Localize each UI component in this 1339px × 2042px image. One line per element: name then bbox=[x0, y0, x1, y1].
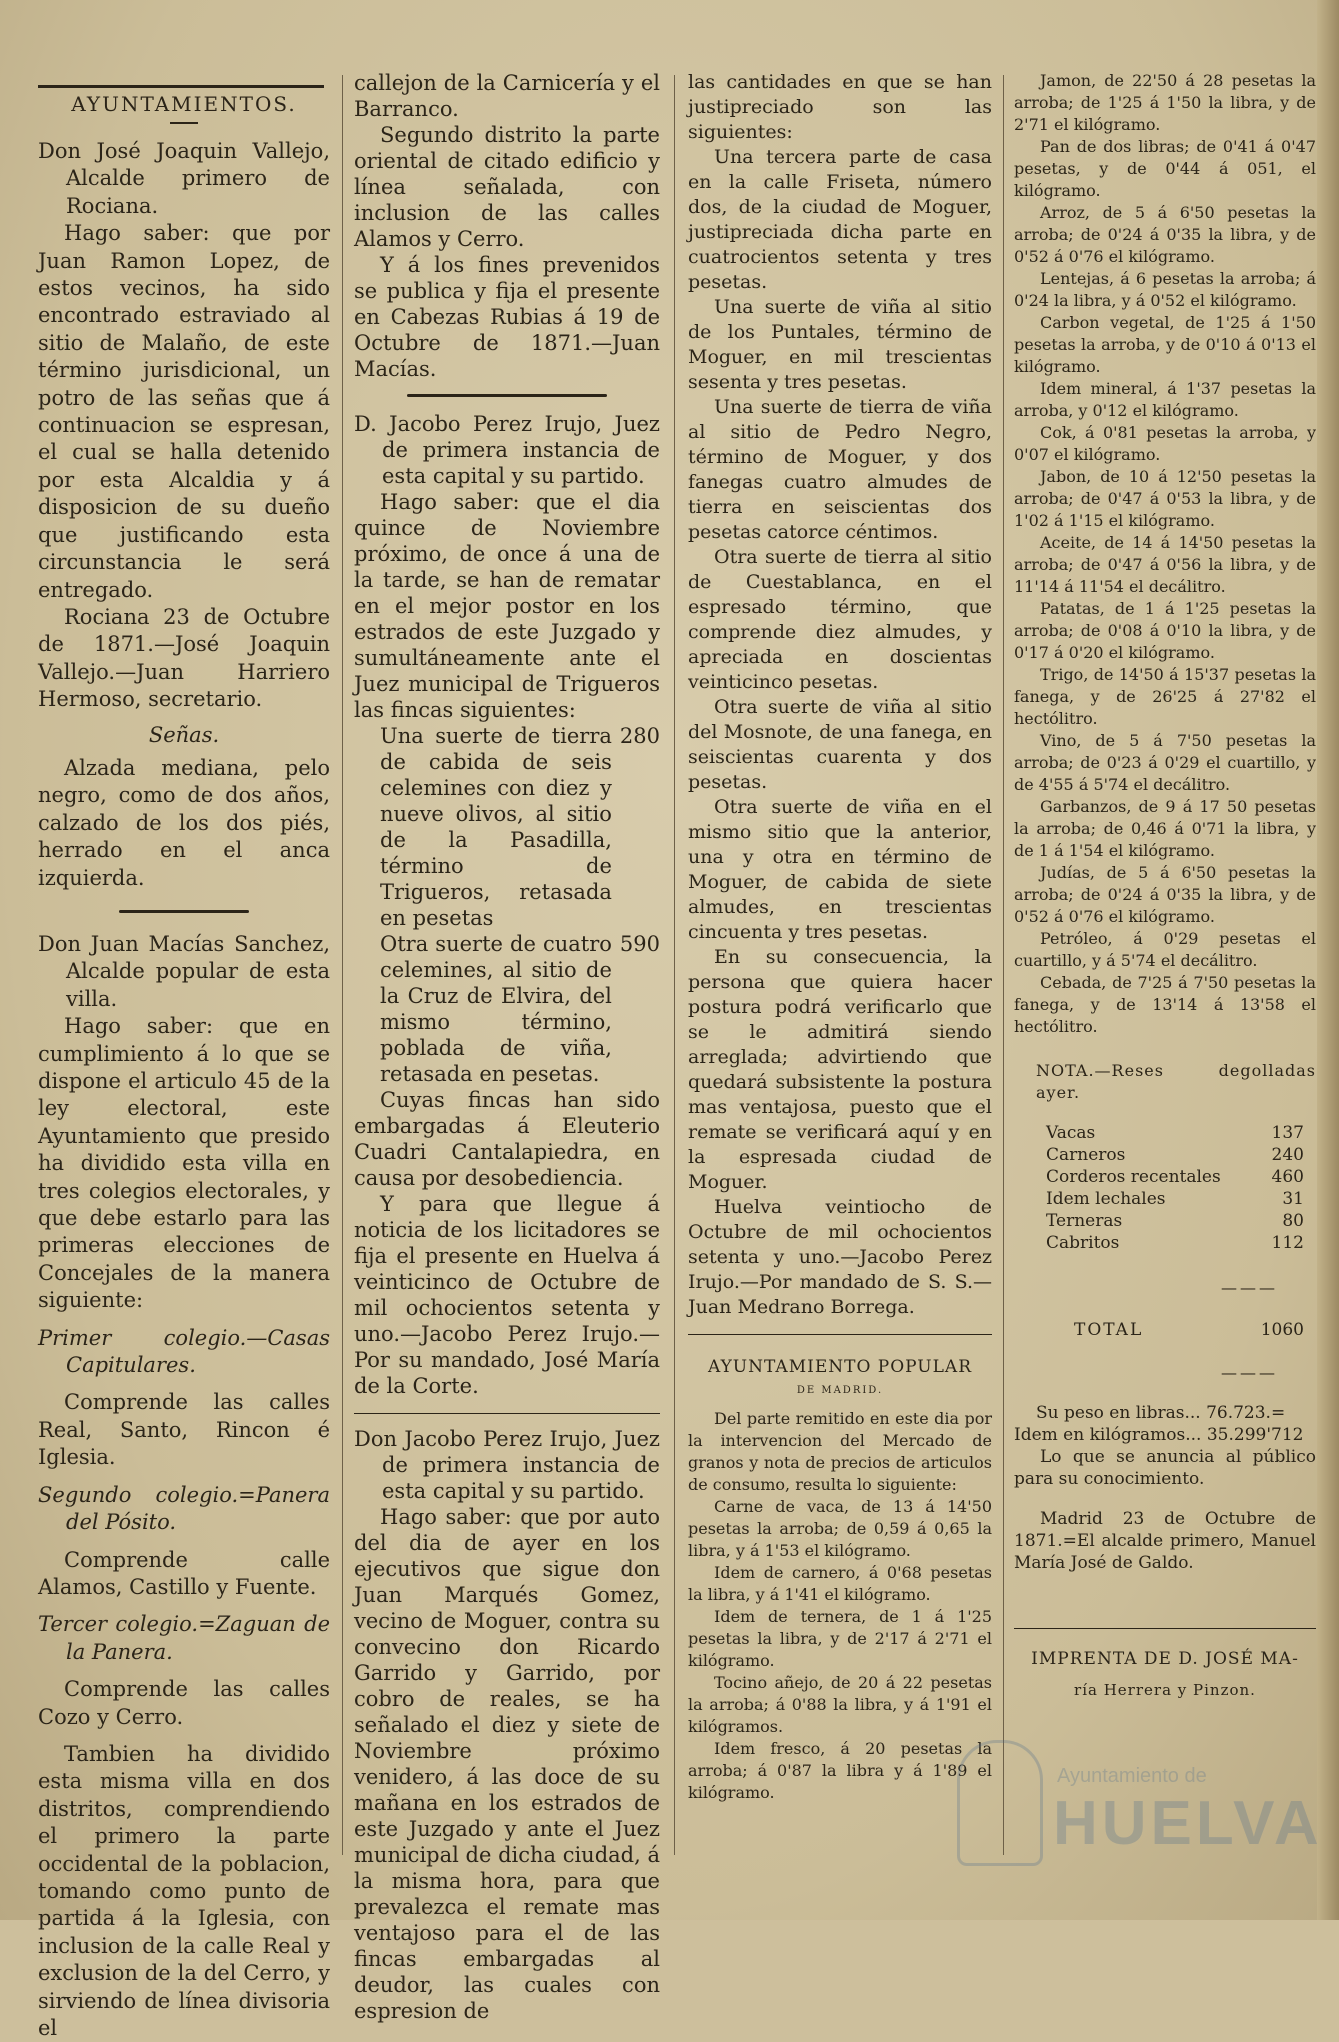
price-item: Carne de vaca, de 13 á 14'50 pesetas la arroba; de 0,59 á 0,65 la libra, y á 1'53 el kilógramo. bbox=[688, 1497, 992, 1560]
price-item: Petróleo, á 0'29 pesetas el cuartillo, y á 5'74 el decálitro. bbox=[1014, 929, 1316, 970]
page-edge-shadow bbox=[1317, 0, 1339, 1920]
dash-separator: ——— bbox=[1221, 1278, 1278, 1297]
judge-notice-closing: Y para que llegue á noticia de los licitadores se fija el presente en Huelva á veinticinco de Octubre de mil ochocientos setenta y uno.—Jacobo Perez Irujo.—Por su mandado, José María de la Corte. bbox=[354, 1192, 660, 1398]
imprenta-line: IMPRENTA DE D. JOSÉ MA- bbox=[1031, 1649, 1299, 1669]
judge-notice-body: Hago saber: que el dia quince de Noviembre próximo, de once á una de la tarde, se han de rematar en el mejor postor en los estrados de este Juzgado y sumultáneamente ante el Juez municipal de Trigueros las fincas siguientes: bbox=[354, 490, 660, 722]
reses-row bbox=[1014, 1188, 1316, 1210]
continuation-text: las cantidades en que se han justipreciado son las siguientes: bbox=[688, 71, 992, 143]
price-item: Carbon vegetal, de 1'25 á 1'50 pesetas la arroba, y de 0'10 á 0'13 el kilógramo. bbox=[1014, 313, 1316, 376]
reses-row bbox=[1014, 1144, 1316, 1166]
consecuencia-text: En su consecuencia, la persona que quiera hacer postura podrá verificarlo que se le admitirá siendo arreglada; advirtiendo que quedará subsistente la postura mas ventajosa, puesto que el remate se verificará aquí y en la espresada ciudad de Moguer. bbox=[688, 946, 992, 1193]
reses-label: Idem lechales bbox=[1046, 1189, 1166, 1209]
madrid-signature: Madrid 23 de Octubre de 1871.=El alcalde primero, Manuel María José de Galdo. bbox=[1014, 1509, 1316, 1573]
total-value: 1060 bbox=[1260, 1320, 1304, 1340]
notice-signature: Rociana 23 de Octubre de 1871.—José Joaquin Vallejo.—Juan Harriero Hermoso, secretario. bbox=[38, 604, 330, 712]
price-item: Vino, de 5 á 7'50 pesetas la arroba; de 0'23 á 0'29 el cuartillo, y de 4'55 á 5'74 el decálitro. bbox=[1014, 731, 1316, 794]
separator bbox=[354, 1413, 660, 1414]
continuation-text: callejon de la Carnicería y el Barranco. bbox=[354, 71, 660, 121]
notice-title: Don Juan Macías Sanchez, Alcalde popular de esta villa. bbox=[38, 931, 330, 1011]
colegio-label: Segundo colegio.=Panera del Pósito. bbox=[38, 1482, 330, 1535]
price-item: Tocino añejo, de 20 á 22 pesetas la arroba; á 0'88 la libra, y á 1'91 el kilógramos. bbox=[688, 1673, 992, 1736]
notice-title: Don José Joaquin Vallejo, Alcalde primero de Rociana. bbox=[38, 139, 330, 218]
publication-note: Y á los fines prevenidos se publica y fija el presente en Cabezas Rubias á 19 de Octubre de 1871.—Juan Macías. bbox=[354, 253, 660, 381]
finca-moguer: Otra suerte de viña en el mismo sitio que la anterior, una y otra en término de Moguer, de cabida de siete almudes, en trescientas cincuenta y tres pesetas. bbox=[688, 796, 992, 943]
column-2 bbox=[354, 70, 660, 2023]
colegio-body: Comprende las calles Real, Santo, Rincon é Iglesia. bbox=[38, 1390, 330, 1470]
price-item: Jabon, de 10 á 12'50 pesetas la arroba; de 0'47 á 0'53 la libra, y de 1'02 á 1'15 el kilógramo. bbox=[1014, 467, 1316, 530]
reses-row bbox=[1014, 1232, 1316, 1254]
column-4 bbox=[1014, 70, 1316, 1920]
nota-heading: NOTA.—Reses degolladas ayer. bbox=[1036, 1061, 1316, 1102]
colegio-label: Primer colegio.—Casas Capitulares. bbox=[38, 1325, 330, 1378]
price-item: Garbanzos, de 9 á 17 50 pesetas la arroba; de 0,46 á 0'71 la libra, y de 1 á 1'54 el kilógramo. bbox=[1014, 797, 1316, 860]
judge-notice-title: D. Jacobo Perez Irujo, Juez de primera instancia de esta capital y su partido. bbox=[354, 412, 660, 488]
column-rule bbox=[674, 75, 675, 1855]
finca-description: Una suerte de tierra de cabida de seis celemines con diez y nueve olivos, al sitio de la Pasadilla, término de Trigueros, retasada en pesetas bbox=[380, 724, 612, 930]
dash-separator: ——— bbox=[1221, 1363, 1278, 1382]
judge-notice-title: Don Jacobo Perez Irujo, Juez de primera instancia de esta capital y su partido. bbox=[354, 1427, 660, 1503]
distritos-body: Tambien ha dividido esta misma villa en dos distritos, comprendiendo el primero la parte occidental de la poblacion, tomando como punto de partida á la Iglesia, con inclusion de la calle Real y exclusion de la del Cerro, y sirviendo de línea divisoria el bbox=[38, 1741, 330, 2040]
short-dash bbox=[170, 122, 198, 124]
column-rule bbox=[1003, 75, 1004, 1855]
reses-value: 112 bbox=[1271, 1233, 1304, 1253]
price-item: Pan de dos libras; de 0'41 á 0'47 pesetas, y de 0'44 á 051, el kilógramo. bbox=[1014, 137, 1316, 200]
anuncia-text: Lo que se anuncia al público para su conocimiento. bbox=[1014, 1447, 1316, 1489]
reses-value: 80 bbox=[1282, 1211, 1304, 1231]
finca-moguer: Una tercera parte de casa en la calle Friseta, número dos, de la ciudad de Moguer, justipreciada dicha parte en cuatrocientos setenta y tres pesetas. bbox=[688, 146, 992, 293]
column-3 bbox=[688, 70, 992, 1920]
price-item: Arroz, de 5 á 6'50 pesetas la arroba; de 0'24 á 0'35 la libra, y de 0'52 á 0'76 el kilógramo. bbox=[1014, 203, 1316, 266]
reses-table bbox=[1014, 1122, 1316, 1254]
embargo-text: Cuyas fincas han sido embargadas á Eleuterio Cuadri Cantalapiedra, en causa por desobediencia. bbox=[354, 1088, 660, 1190]
finca-description: Otra suerte de cuatro celemines, al sitio de la Cruz de Elvira, del mismo término, poblada de viña, retasada en pesetas. bbox=[380, 932, 612, 1086]
archive-watermark bbox=[957, 1730, 1323, 1880]
reses-label: Carneros bbox=[1046, 1145, 1126, 1165]
finca-item bbox=[354, 723, 660, 931]
finca-amount: 590 bbox=[619, 932, 660, 956]
colegio-label: Tercer colegio.=Zaguan de la Panera. bbox=[38, 1612, 330, 1664]
market-intro: Del parte remitido en este dia por la intervencion del Mercado de granos y nota de precios de articulos de consumo, resulta lo siguiente: bbox=[688, 1409, 992, 1494]
watermark-city: HUELVA bbox=[1053, 1789, 1323, 1858]
imprenta-line: ría Herrera y Pinzon. bbox=[1074, 1681, 1256, 1699]
finca-amount: 280 bbox=[619, 724, 660, 748]
section-subheading: DE MADRID. bbox=[796, 1385, 884, 1396]
total-row bbox=[1014, 1319, 1316, 1341]
finca-moguer: Una suerte de tierra de viña al sitio de Pedro Negro, término de Moguer, y dos fanegas cuatro almudes de tierra en seiscientas dos pesetas catorce céntimos. bbox=[688, 396, 992, 543]
signature-text: Huelva veintiocho de Octubre de mil ochocientos setenta y uno.—Jacobo Perez Irujo.—Por mandado de S. S.—Juan Medrano Borrega. bbox=[688, 1196, 992, 1318]
separator bbox=[1014, 1628, 1316, 1629]
price-item: Judías, de 5 á 6'50 pesetas la arroba; de 0'24 á 0'35 la libra, y de 0'52 á 0'76 el kilógramo. bbox=[1014, 863, 1316, 926]
separator bbox=[407, 394, 607, 397]
section-heading-ayuntamientos: AYUNTAMIENTOS. bbox=[71, 92, 297, 116]
reses-label: Corderos recentales bbox=[1046, 1167, 1221, 1187]
reses-label: Vacas bbox=[1046, 1123, 1096, 1143]
reses-row bbox=[1014, 1122, 1316, 1144]
peso-libras: Su peso en libras... 76.723.= bbox=[1036, 1403, 1286, 1423]
price-item: Lentejas, á 6 pesetas la arroba; á 0'24 la libra, y á 0'52 el kilógramo. bbox=[1014, 269, 1316, 310]
reses-row bbox=[1014, 1166, 1316, 1188]
price-item: Idem mineral, á 1'37 pesetas la arroba, y 0'12 el kilógramo. bbox=[1014, 379, 1316, 420]
price-item: Aceite, de 14 á 14'50 pesetas la arroba; de 0'47 á 0'56 la libra, y de 11'14 á 11'54 el decálitro. bbox=[1014, 533, 1316, 596]
price-item: Idem de ternera, de 1 á 1'25 pesetas la libra, y de 2'17 á 2'71 el kilógramo. bbox=[688, 1607, 992, 1670]
total-label: TOTAL bbox=[1074, 1320, 1144, 1340]
price-item: Jamon, de 22'50 á 28 pesetas la arroba; de 1'25 á 1'50 la libra, y de 2'71 el kilógramo. bbox=[1014, 71, 1316, 134]
reses-label: Cabritos bbox=[1046, 1233, 1120, 1253]
price-item: Idem de carnero, á 0'68 pesetas la libra, y á 1'41 el kilógramo. bbox=[688, 1563, 992, 1604]
reses-label: Terneras bbox=[1046, 1211, 1123, 1231]
finca-moguer: Otra suerte de viña al sitio del Mosnote, de una fanega, en seiscientas cuarenta y dos pesetas. bbox=[688, 696, 992, 793]
reses-value: 240 bbox=[1271, 1145, 1304, 1165]
notice-body: Hago saber: que en cumplimiento á lo que se dispone el articulo 45 de la ley electoral, este Ayuntamiento que presido ha dividido esta villa en tres colegios electorales, y que debe estarlo para las primeras elecciones de Concejales de la manera siguiente: bbox=[38, 1014, 330, 1313]
senas-body: Alzada mediana, pelo negro, como de dos años, calzado de los dos piés, herrado en el anca izquierda. bbox=[38, 755, 330, 890]
section-heading-madrid: AYUNTAMIENTO POPULAR bbox=[708, 1357, 972, 1377]
reses-row bbox=[1014, 1210, 1316, 1232]
price-item: Cok, á 0'81 pesetas la arroba, y 0'07 el kilógramo. bbox=[1014, 423, 1316, 464]
coat-of-arms-icon bbox=[957, 1740, 1043, 1866]
notice-body: Hago saber: que por Juan Ramon Lopez, de estos vecinos, ha sido encontrado estraviado al sitio de Malaño, de este término jurisdicional, un potro de las señas que á continuacion se espresan, el cual se halla detenido por esta Alcaldia y á disposicion de su dueño que justificando esta circunstancia le será entregado. bbox=[38, 221, 330, 602]
price-item: Trigo, de 14'50 á 15'37 pesetas la fanega, y de 26'25 á 27'82 el hectólitro. bbox=[1014, 665, 1316, 728]
separator bbox=[119, 910, 249, 913]
watermark-line: Ayuntamiento de bbox=[1057, 1765, 1207, 1787]
judge-notice-body: Hago saber: que por auto del dia de ayer en los ejecutivos que sigue don Juan Marqués Gomez, vecino de Moguer, contra su convecino don Ricardo Garrido y Garrido, por cobro de reales, se ha señalado el diez y siete de Noviembre próximo venidero, á las doce de su mañana en los estrados de este Juzgado y ante el Juez municipal de dicha ciudad, á la misma hora, para que prevalezca el remate mas ventajoso para el de las fincas embargadas al deudor, las cuales con espresion de bbox=[354, 1505, 660, 2023]
colegio-body: Comprende las calles Cozo y Cerro. bbox=[38, 1677, 330, 1729]
separator bbox=[688, 1334, 992, 1335]
column-1 bbox=[38, 70, 330, 2040]
reses-value: 31 bbox=[1282, 1189, 1304, 1209]
reses-value: 137 bbox=[1271, 1123, 1304, 1143]
segundo-distrito: Segundo distrito la parte oriental de citado edificio y línea señalada, con inclusion de las calles Alamos y Cerro. bbox=[354, 123, 660, 251]
price-item: Cebada, de 7'25 á 7'50 pesetas la fanega, y de 13'14 á 13'58 el hectólitro. bbox=[1014, 973, 1316, 1036]
reses-value: 460 bbox=[1271, 1167, 1304, 1187]
senas-label: Señas. bbox=[148, 722, 220, 747]
colegio-body: Comprende calle Alamos, Castillo y Fuente. bbox=[38, 1547, 330, 1599]
finca-item bbox=[354, 931, 660, 1087]
peso-kilos: Idem en kilógramos... 35.299'712 bbox=[1014, 1425, 1304, 1445]
price-item: Patatas, de 1 á 1'25 pesetas la arroba; de 0'08 á 0'10 la libra, y de 0'17 á 0'20 el kilógramo. bbox=[1014, 599, 1316, 662]
price-item: Idem fresco, á 20 pesetas la arroba; á 0'87 la libra y á 1'89 el kilógramo. bbox=[688, 1739, 992, 1802]
finca-moguer: Una suerte de viña al sitio de los Puntales, término de Moguer, en mil trescientas sesenta y tres pesetas. bbox=[688, 296, 992, 393]
finca-moguer: Otra suerte de tierra al sitio de Cuestablanca, en el espresado término, que comprende diez almudes, y apreciada en doscientas veinticinco pesetas. bbox=[688, 546, 992, 693]
column-rule bbox=[342, 75, 343, 1855]
